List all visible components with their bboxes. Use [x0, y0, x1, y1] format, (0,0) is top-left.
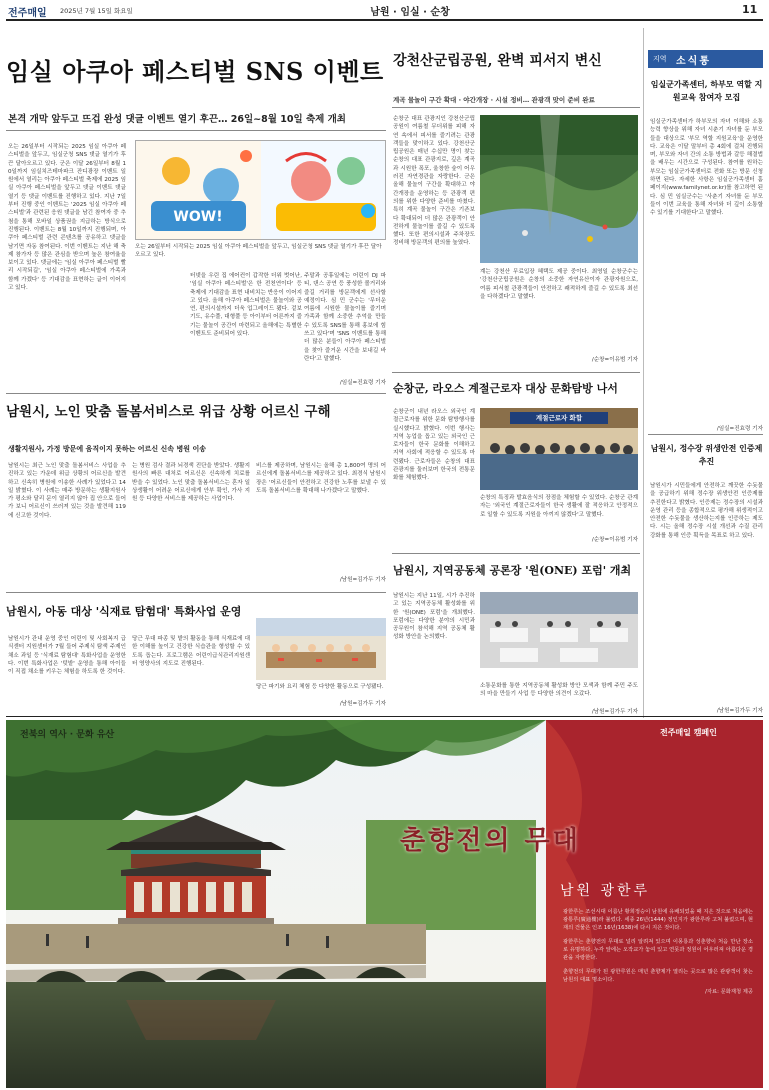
sidebar-item2-headline: 남원시, 정수장 위생안전 인증제 추진: [650, 443, 763, 466]
article1-subhead: 본격 개막 앞두고 뜨겁 완성 댓글 이벤트 열기 후끈… 26일~8월 10일 축제 개최: [8, 114, 346, 125]
article2-body-col1: 순창군 대표 관광지인 강천산군립공원이 여름철 무더위를 피해 자연 속에서 피서를 즐기려는 관광객들을 맞이하고 있다. 강천산군립공원은 매년 수십만 명이 찾는 순창의 대표 관광지로, 깊은 계곡과 시원한 폭포, 울창한 숲이 어우러진 자연경관을 자랑한다. 군은 올해 물놀이 구간을 확대하고 야간개장을 운영하는 등 관광객 편의를 위한 다양한 준비를 마쳤다. 특히 계곡 물놀이 구간은 기존보다 확대되어 더 많은 관광객이 안전하게 물놀이를 즐길 수 있도록 했다. 또한 편의시설과 주차장도 정비해 방문객의 편의를 높였다.: [393, 116, 475, 247]
article2-body-col2: 계는 강천산 무료입장 혜택도 제공 중이다. 최영일 순창군수는 '강천산군립공원은 순창의 소중한 자연유산이자 관광자원으로, 여름 피서철 관광객들이 안전하고 쾌적하게 즐길 수 있도록 최선을 다하겠다'고 말했다.: [480, 269, 638, 300]
sidebar-title: 소식통: [676, 56, 711, 67]
article5-headline: 남원시, 아동 대상 '식재료 탐험대' 특화사업 운영: [6, 605, 242, 618]
campaign-desc-2: 광한루는 춘향전의 무대로 널리 알려져 있으며 이몽룡과 성춘향이 처음 만난 장소로 유명하다. 누각 앞에는 오작교가 놓여 있고 연못과 정원이 어우러져 아름다운 경관을 자랑한다.: [563, 939, 753, 961]
article4-photo-banner: 계절근로자 화합: [535, 414, 583, 422]
article5-byline: /남원=김가두 기자: [339, 701, 386, 707]
article3-body-col3: 비스를 제공하며, 남원시는 올해 총 1,800여 명의 어르신에게 돌봄서비스를 제공하고 있다. 최경식 남원시장은 '어르신들이 안전하고 건강한 노후를 보낼 수 있도록 돌봄서비스를 확대해 나가겠다'고 말했다.: [256, 463, 386, 494]
article6-body-col2: 소통문화를 통한 지역공동체 활성화 방안 모색과 함께 주민 주도의 마을 만들기 사업 등 다양한 의견이 오갔다.: [480, 683, 638, 698]
article4-body-col2: 순창의 특징과 발효음식의 장점을 체험할 수 있었다. 순창군 관계자는 '외국인 계절근로자들이 한국 생활에 잘 적응하고 안정적으로 일할 수 있도록 지원을 아끼지 않겠다'고 말했다.: [480, 495, 638, 518]
issue-date: 2025년 7월 15일 화요일: [60, 7, 133, 15]
article5-photo: [256, 618, 386, 680]
article2-photo: [480, 115, 638, 263]
article1-body-col2: 터넷을 우린 집 에어컨이 갑작한 더위 벗어난, '임실 아쿠아 페스티벌'은 한 전천연이다' 등 축제에 기대감을 표현 내비치는 반응이 이어지고 있다. 올해 아쿠아 페스티벌은 물놀이와 공연, 편의시설까지 더욱 업그레이드 됐다. 겉보기도, 유수풀, 대형풀 등 아이부터 어른까지 즐기는 물놀이 공간이 마련되고 올해에는 특별한 이벤트도 준비되어 있다.: [190, 273, 302, 338]
sidebar-item2-byline: /남원=김가두 기자: [716, 708, 763, 714]
article5-body-col3: 당근 파기와 요리 체험 등 다양한 활동으로 구성됐다.: [256, 684, 384, 690]
article3-byline: /남원=김가두 기자: [339, 577, 386, 583]
article1-headline: 임실 아쿠아 페스티벌 SNS 이벤트: [6, 57, 384, 86]
masthead: 전주매일: [8, 8, 47, 19]
article1-body-col1: [8, 143, 126, 386]
sidebar-header: [648, 50, 763, 68]
campaign-source: /자료: 문화재청 제공: [705, 989, 753, 995]
article5-body-col1: 남원시가 관내 운영 중인 어린이 및 사회복지 급식센터 지원센터가 7월 들어 주제식 탐색 주제인 채소 과일 등 '식재료 탐험대' 특화사업을 운영한다. 이번 특화사업은 '텃밭' 운영을 통해 아이들이 직접 채소를 키우는 체험을 하도록 한 것이다.: [8, 636, 126, 676]
article1-byline: /임실=진효령 기자: [339, 380, 386, 386]
article1-body: 군은 이달 26일부터 8월 10일까지 임실치즈테마파크 잔디광장 이벤트 일원에서 열리는 아쿠아 페스티벌 축제에 2025 임실 아쿠아 페스티벌을 앞두고 댓글 이벤트 댓글 열기 등 댓글 이벤트를 진행하고 있다. 지난 7일부터 진행 중인 이벤트는 '2025 임실 아쿠아 페스티벌'과 관련된 응원 댓글을 남긴 참여자 중 추첨을 통해 모바일 상품권을 지급하는 방식으로 진행된다. 이벤트는 8월 10일까지 진행되며, 아쿠아 페스티벌 관련 콘텐츠를 공유하고 댓글을 남기면 자동 참여된다. 이번 이벤트는 지난 해 축제 참가자 등 많은 관심을 받으며 높은 참여율을 보이고 있다. 댓글에는 '임실 아쿠아 페스티벌 빨리 시작되길', '임실 아쿠아 페스티벌에 가족과 함께 가겠다' 등 기대감을 표현하는 글이 이어지고 있다.: [8, 160, 126, 292]
article6-top-rule: [392, 553, 640, 554]
campaign-subtitle: 남원 광한루: [560, 883, 651, 899]
sidebar-item1-headline: 임실군가족센터, 하부모 역할 지원교육 참여자 모집: [650, 79, 763, 102]
article3-body-col1: 남원시는 최근 노인 맞춤 돌봄서비스 사업을 추진하고 있는 가운데 위급 상황의 어르신을 발견하고 신속히 병원에 이송한 사례가 있었다고 14일 밝혔다. 이 사례는 매주 방문하는 생활지원사가 평소와 달리 문이 열리지 않아 집 안으로 들어가 보니 어르신이 쓰러져 있는 것을 발견해 119에 신고한 것이다.: [8, 463, 126, 519]
page-header: [0, 0, 769, 20]
section-title: 남원 · 임실 · 순창: [370, 7, 450, 18]
sidebar-divider: [643, 28, 644, 718]
campaign-title: 춘향전의 무대: [400, 826, 581, 856]
header-rule: [6, 19, 763, 21]
aqua-festival-illustration: [136, 141, 386, 240]
campaign-desc-1: 광한루는 조선시대 이름난 황희정승이 남원에 유배되었을 때 지은 것으로 처음에는 광통루(廣通樓)라 불렀다. 세종 26년(1444) 정인지가 광한루라 고쳐 불렀으며, 현재의 건물은 인조 16년(1638)에 다시 지은 것이다.: [563, 909, 753, 931]
sidebar-item2-body: 남원시가 시민들에게 안전하고 깨끗한 수돗물을 공급하기 위해 정수장 위생안전 인증제를 추진한다고 밝혔다. 인증제는 정수장의 시설과 운영 관리 등을 종합적으로 평가해 위생적이고 안전한 수돗물을 생산하는지를 인증하는 제도다. 시는 올해 정수장 시설 개선과 수질 관리 강화를 통해 인증 획득을 목표로 하고 있다.: [650, 483, 763, 539]
article1-lead: 오는 26일부터 시작되는 2025 임실 아쿠아 페스티벌을 앞두고, 임실군청 SNS 댓글 열기가 후끈 달아오르고 있다.: [8, 144, 126, 167]
article4-body-col1: 순창군이 내년 라오스 외국인 계절근로자를 위한 문화 탐방행사를 실시했다고 밝혔다. 이번 행사는 지역 농업을 돕고 있는 외국인 근로자들이 한국 문화를 이해하고 지역 사회에 적응할 수 있도록 마련됐다. 근로자들은 순창의 대표 관광지를 둘러보며 한국의 전통문화를 체험했다.: [393, 409, 475, 482]
sidebar-item1-byline: /임실=진효령 기자: [716, 426, 763, 432]
article6-byline: /남원=김가두 기자: [591, 709, 638, 715]
campaign-top-rule: [6, 716, 763, 717]
article2-byline: /순창=이유범 기자: [591, 357, 638, 363]
campaign-desc-3: 춘향전의 무대가 된 광한루원은 매년 춘향제가 열리는 곳으로 많은 관광객이 찾는 남원의 대표 명소이다.: [563, 969, 753, 983]
kids-class-photo: [256, 618, 386, 680]
sidebar-tag: 지역: [653, 55, 667, 63]
svg-text:WOW!: WOW!: [173, 209, 223, 225]
article1-caption: 오는 26일부터 시작되는 2025 임실 아쿠아 페스티벌을 앞두고, 임실군청 SNS 댓글 열기가 후끈 달아오르고 있다.: [135, 244, 382, 258]
article1-photo: [135, 140, 386, 240]
article5-top-rule: [6, 592, 386, 593]
sidebar-item1-body: 임실군가족센터가 하부모의 자녀 이해와 소통 능력 향상을 위해 자녀 시춘기 자녀를 둔 부모들을 대상으로 '부모 역할 지원교육'을 운영한다. 교육은 이달 말부터 총 4회에 걸쳐 진행되며, 부모와 자녀 간의 소통 방법과 갈등 해결법을 배우는 시간으로 구성된다. 참여를 원하는 부모는 임실군가족센터로 전화 또는 방문 신청하면 된다. 자세한 사항은 임실군가족센터 홈페이지(www.familynet.or.kr)를 참고하면 된다. 심 민 임실군수는 '사춘기 자녀를 둔 부모들이 이번 교육을 통해 자녀와 더 깊이 소통할 수 있기를 기대한다'고 말했다.: [650, 119, 763, 217]
article3-subhead: 생활지원사, 가정 방문에 움직이지 못하는 어르신 신속 병원 이송: [8, 445, 206, 453]
article3-body-col2: 는 병원 검사 결과 뇌경색 진단을 받았다. 생활지원사의 빠른 대처로 어르신은 신속하게 치료를 받을 수 있었다. 노인 맞춤 돌봄서비스는 혼자 일상생활이 어려운 어르신에게 안부 확인, 가사 지원 등 다양한 서비스를 제공하는 사업이다.: [132, 463, 250, 503]
campaign-brand: 전주매일 캠페인: [660, 728, 717, 737]
article2-subhead: 계곡 물놀이 구간 확대 · 야간개장 · 시설 정비… 관광객 맞이 준비 완료: [393, 96, 595, 104]
forum-photo: [480, 592, 638, 668]
article6-body-col1: 남원시는 지난 11일, 시가 추진하고 있는 지역공동체 활성화를 위한 '원(ONE) 포럼'을 개최했다. 포럼에는 다양한 분야의 시민과 공무원이 참석해 지역 공동체 활성화 방안을 논의했다.: [393, 593, 475, 641]
campaign-desc-block: [563, 908, 753, 1083]
article6-photo: [480, 592, 638, 668]
article4-top-rule: [392, 372, 640, 373]
article4-headline: 순창군, 라오스 계절근로자 대상 문화탐방 나서: [393, 382, 618, 395]
sidebar-mid-rule: [648, 434, 763, 435]
article4-photo: [480, 408, 638, 490]
campaign-top-label: 전북의 역사 · 문화 유산: [20, 730, 115, 740]
article3-headline: 남원시, 노인 맞춤 돌봄서비스로 위급 상황 어르신 구해: [6, 404, 331, 420]
article1-rule: [6, 130, 386, 131]
article6-headline: 남원시, 지역공동체 공론장 '원(ONE) 포럼' 개최: [393, 564, 632, 577]
article5-body-col2: 당근 무대 파종 및 밭의 활동을 통해 식재료에 대한 이해를 높이고 건강한 식습관을 형성할 수 있도록 돕는다. 프로그램은 어린이급식관리지원센터 영양사의 지도로 진행된다.: [132, 636, 250, 667]
article1-body-col3: 주말과 공휴일에는 어린이 DJ 파티, 댄스 공연 등 풍성한 볼거리와 즐길 거리를 방문객에게 선사할 예정이다. 심 민 군수는 '무더운 여름에 시원한 물놀이를 즐기며 가족과 함께 소중한 추억을 만들 수 있도록 SNS를 통해 홍보에 힘쓰고 있다'며 'SNS 이벤트를 통해 더 많은 분들이 아쿠아 페스티벌을 찾아 즐거운 시간을 보내길 바란다'고 말했다.: [304, 273, 386, 362]
page-number: 11: [742, 3, 758, 16]
valley-photo: [480, 115, 638, 263]
article3-top-rule: [6, 393, 386, 394]
article2-headline: 강천산군립공원, 완벽 피서지 변신: [393, 53, 602, 69]
article4-byline: /순창=이유범 기자: [591, 537, 638, 543]
article2-rule: [392, 107, 640, 108]
